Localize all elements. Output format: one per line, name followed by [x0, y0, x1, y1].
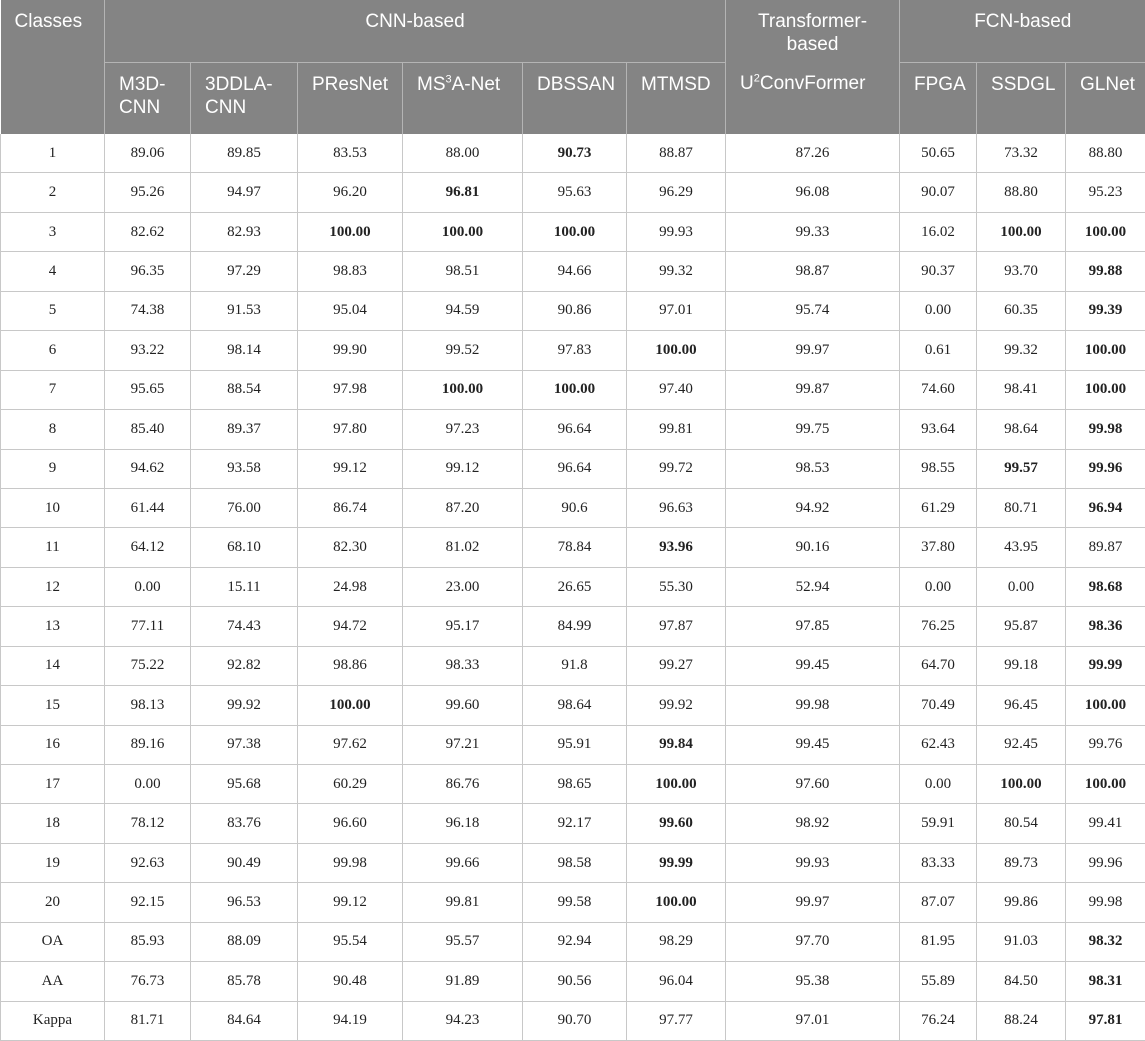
method-header-glnet: GLNet — [1066, 62, 1145, 134]
table-cell: 84.64 — [191, 1001, 298, 1040]
table-cell: 100.00 — [523, 370, 627, 409]
table-cell: 83.33 — [900, 843, 977, 882]
table-cell: 76.73 — [105, 962, 191, 1001]
table-cell: 61.29 — [900, 488, 977, 527]
table-cell: 99.12 — [298, 449, 403, 488]
table-cell: 99.90 — [298, 331, 403, 370]
table-cell: 98.33 — [403, 646, 523, 685]
table-cell: 96.04 — [627, 962, 726, 1001]
table-cell: 23.00 — [403, 567, 523, 606]
table-cell: 98.41 — [977, 370, 1066, 409]
row-label: Kappa — [1, 1001, 105, 1040]
table-cell: 93.64 — [900, 410, 977, 449]
table-cell: 99.32 — [977, 331, 1066, 370]
row-label: 16 — [1, 725, 105, 764]
table-cell: 92.45 — [977, 725, 1066, 764]
table-cell: 70.49 — [900, 686, 977, 725]
table-cell: 99.98 — [1066, 410, 1145, 449]
table-cell: 99.76 — [1066, 725, 1145, 764]
row-label: 20 — [1, 883, 105, 922]
table-cell: 96.94 — [1066, 488, 1145, 527]
table-cell: 97.01 — [726, 1001, 900, 1040]
table-cell: 60.29 — [298, 765, 403, 804]
table-cell: 92.15 — [105, 883, 191, 922]
table-cell: 98.53 — [726, 449, 900, 488]
table-cell: 89.73 — [977, 843, 1066, 882]
row-label: 4 — [1, 252, 105, 291]
method-header-mtmsd: MTMSD — [627, 62, 726, 134]
table-cell: 100.00 — [403, 370, 523, 409]
table-cell: 68.10 — [191, 528, 298, 567]
table-cell: 98.32 — [1066, 922, 1145, 961]
table-cell: 95.57 — [403, 922, 523, 961]
table-cell: 83.53 — [298, 134, 403, 173]
row-label: 10 — [1, 488, 105, 527]
table-cell: 99.45 — [726, 646, 900, 685]
table-cell: 0.00 — [977, 567, 1066, 606]
table-cell: 92.63 — [105, 843, 191, 882]
ms3a-prefix: MS — [417, 74, 446, 95]
table-cell: 95.87 — [977, 607, 1066, 646]
table-cell: 97.80 — [298, 410, 403, 449]
table-cell: 99.86 — [977, 883, 1066, 922]
table-cell: 96.18 — [403, 804, 523, 843]
table-cell: 95.68 — [191, 765, 298, 804]
table-cell: 99.45 — [726, 725, 900, 764]
table-cell: 99.99 — [1066, 646, 1145, 685]
classes-header: Classes — [1, 0, 105, 134]
table-cell: 98.92 — [726, 804, 900, 843]
table-row — [1, 962, 1145, 1001]
table-cell: 85.78 — [191, 962, 298, 1001]
table-cell: 94.97 — [191, 173, 298, 212]
table-cell: 55.89 — [900, 962, 977, 1001]
table-cell: 85.40 — [105, 410, 191, 449]
table-cell: 81.95 — [900, 922, 977, 961]
table-cell: 99.32 — [627, 252, 726, 291]
table-cell: 76.24 — [900, 1001, 977, 1040]
row-label: 1 — [1, 134, 105, 173]
row-label: 19 — [1, 843, 105, 882]
table-cell: 93.58 — [191, 449, 298, 488]
table-cell: 90.48 — [298, 962, 403, 1001]
method-header-ms3a-net — [403, 62, 523, 134]
table-cell: 98.36 — [1066, 607, 1145, 646]
table-cell: 100.00 — [523, 212, 627, 251]
table-cell: 98.87 — [726, 252, 900, 291]
table-row — [1, 765, 1145, 804]
table-cell: 99.97 — [726, 331, 900, 370]
table-row — [1, 922, 1145, 961]
table-cell: 96.64 — [523, 449, 627, 488]
table-cell: 98.86 — [298, 646, 403, 685]
table-cell: 96.53 — [191, 883, 298, 922]
table-cell: 99.66 — [403, 843, 523, 882]
row-label: 2 — [1, 173, 105, 212]
row-label: 6 — [1, 331, 105, 370]
table-row — [1, 725, 1145, 764]
table-cell: 61.44 — [105, 488, 191, 527]
transformer-group-header: Transformer-based — [726, 0, 900, 62]
u2-superscript: 2 — [754, 73, 760, 85]
table-row — [1, 331, 1145, 370]
table-cell: 78.12 — [105, 804, 191, 843]
table-cell: 99.27 — [627, 646, 726, 685]
table-cell: 59.91 — [900, 804, 977, 843]
table-cell: 99.72 — [627, 449, 726, 488]
table-cell: 99.99 — [627, 843, 726, 882]
table-cell: 97.60 — [726, 765, 900, 804]
table-cell: 99.87 — [726, 370, 900, 409]
table-cell: 94.66 — [523, 252, 627, 291]
row-label: 17 — [1, 765, 105, 804]
table-cell: 0.00 — [900, 765, 977, 804]
table-cell: 86.74 — [298, 488, 403, 527]
row-label: 18 — [1, 804, 105, 843]
table-cell: 95.54 — [298, 922, 403, 961]
table-cell: 88.24 — [977, 1001, 1066, 1040]
u2-suffix: ConvFormer — [760, 73, 866, 94]
table-cell: 98.83 — [298, 252, 403, 291]
table-cell: 0.00 — [900, 291, 977, 330]
table-cell: 84.50 — [977, 962, 1066, 1001]
table-cell: 100.00 — [403, 212, 523, 251]
table-cell: 16.02 — [900, 212, 977, 251]
table-cell: 90.70 — [523, 1001, 627, 1040]
table-cell: 95.04 — [298, 291, 403, 330]
table-cell: 99.96 — [1066, 449, 1145, 488]
table-cell: 96.08 — [726, 173, 900, 212]
method-header-u2convformer — [726, 62, 900, 134]
table-cell: 83.76 — [191, 804, 298, 843]
table-cell: 88.54 — [191, 370, 298, 409]
table-cell: 97.98 — [298, 370, 403, 409]
table-cell: 91.89 — [403, 962, 523, 1001]
table-cell: 95.23 — [1066, 173, 1145, 212]
table-cell: 90.6 — [523, 488, 627, 527]
table-cell: 89.06 — [105, 134, 191, 173]
table-cell: 76.25 — [900, 607, 977, 646]
table-cell: 99.52 — [403, 331, 523, 370]
table-cell: 99.98 — [726, 686, 900, 725]
table-cell: 92.17 — [523, 804, 627, 843]
table-cell: 95.63 — [523, 173, 627, 212]
table-cell: 99.60 — [403, 686, 523, 725]
table-cell: 99.84 — [627, 725, 726, 764]
table-cell: 89.37 — [191, 410, 298, 449]
table-cell: 90.49 — [191, 843, 298, 882]
table-cell: 88.87 — [627, 134, 726, 173]
table-cell: 100.00 — [627, 883, 726, 922]
table-cell: 98.14 — [191, 331, 298, 370]
method-header-dbssan: DBSSAN — [523, 62, 627, 134]
table-cell: 96.81 — [403, 173, 523, 212]
table-cell: 99.18 — [977, 646, 1066, 685]
table-cell: 0.00 — [105, 765, 191, 804]
table-cell: 74.60 — [900, 370, 977, 409]
table-cell: 97.40 — [627, 370, 726, 409]
table-row — [1, 567, 1145, 606]
table-cell: 90.07 — [900, 173, 977, 212]
table-cell: 90.56 — [523, 962, 627, 1001]
table-cell: 52.94 — [726, 567, 900, 606]
method-header-ssdgl: SSDGL — [977, 62, 1066, 134]
table-cell: 99.92 — [627, 686, 726, 725]
table-cell: 97.38 — [191, 725, 298, 764]
table-cell: 0.61 — [900, 331, 977, 370]
table-cell: 87.26 — [726, 134, 900, 173]
fcn-group-header: FCN-based — [900, 0, 1145, 62]
table-cell: 100.00 — [1066, 370, 1145, 409]
table-cell: 96.64 — [523, 410, 627, 449]
table-cell: 94.59 — [403, 291, 523, 330]
table-header — [1, 0, 1145, 134]
table-cell: 99.98 — [298, 843, 403, 882]
table-cell: 0.00 — [900, 567, 977, 606]
table-cell: 100.00 — [1066, 212, 1145, 251]
table-cell: 74.43 — [191, 607, 298, 646]
table-cell: 100.00 — [1066, 331, 1145, 370]
table-cell: 100.00 — [627, 765, 726, 804]
table-cell: 96.60 — [298, 804, 403, 843]
method-header-3ddla-cnn: 3DDLA-CNN — [191, 62, 298, 134]
row-label: 13 — [1, 607, 105, 646]
table-cell: 97.77 — [627, 1001, 726, 1040]
table-cell: 74.38 — [105, 291, 191, 330]
table-cell: 91.8 — [523, 646, 627, 685]
table-cell: 100.00 — [977, 765, 1066, 804]
table-cell: 90.73 — [523, 134, 627, 173]
table-cell: 97.62 — [298, 725, 403, 764]
table-cell: 99.12 — [298, 883, 403, 922]
table-cell: 91.03 — [977, 922, 1066, 961]
table-cell: 77.11 — [105, 607, 191, 646]
table-cell: 99.81 — [627, 410, 726, 449]
table-cell: 99.39 — [1066, 291, 1145, 330]
table-cell: 0.00 — [105, 567, 191, 606]
table-cell: 86.76 — [403, 765, 523, 804]
ms3a-superscript: 3 — [446, 73, 452, 85]
method-header-m3dcnn: M3D-CNN — [105, 62, 191, 134]
table-row — [1, 528, 1145, 567]
table-cell: 80.54 — [977, 804, 1066, 843]
row-label: 12 — [1, 567, 105, 606]
table-cell: 73.32 — [977, 134, 1066, 173]
table-cell: 75.22 — [105, 646, 191, 685]
table-row — [1, 804, 1145, 843]
table-cell: 99.60 — [627, 804, 726, 843]
table-row — [1, 212, 1145, 251]
table-cell: 93.22 — [105, 331, 191, 370]
table-cell: 37.80 — [900, 528, 977, 567]
table-cell: 95.65 — [105, 370, 191, 409]
table-cell: 96.29 — [627, 173, 726, 212]
row-label: 3 — [1, 212, 105, 251]
table-cell: 93.70 — [977, 252, 1066, 291]
table-cell: 82.93 — [191, 212, 298, 251]
table-cell: 96.20 — [298, 173, 403, 212]
table-row — [1, 291, 1145, 330]
table-cell: 99.12 — [403, 449, 523, 488]
table-cell: 95.74 — [726, 291, 900, 330]
table-cell: 89.16 — [105, 725, 191, 764]
table-cell: 97.87 — [627, 607, 726, 646]
row-label: 5 — [1, 291, 105, 330]
table-cell: 88.80 — [1066, 134, 1145, 173]
table-cell: 81.71 — [105, 1001, 191, 1040]
table-cell: 99.41 — [1066, 804, 1145, 843]
table-cell: 98.68 — [1066, 567, 1145, 606]
table-cell: 94.92 — [726, 488, 900, 527]
table-cell: 15.11 — [191, 567, 298, 606]
row-label: 9 — [1, 449, 105, 488]
table-cell: 100.00 — [298, 212, 403, 251]
table-row — [1, 449, 1145, 488]
table-cell: 99.98 — [1066, 883, 1145, 922]
table-cell: 88.80 — [977, 173, 1066, 212]
table-row — [1, 646, 1145, 685]
table-cell: 76.00 — [191, 488, 298, 527]
table-cell: 94.62 — [105, 449, 191, 488]
table-cell: 82.62 — [105, 212, 191, 251]
table-cell: 90.16 — [726, 528, 900, 567]
table-cell: 64.12 — [105, 528, 191, 567]
method-header-fpga: FPGA — [900, 62, 977, 134]
table-cell: 93.96 — [627, 528, 726, 567]
table-cell: 98.29 — [627, 922, 726, 961]
table-cell: 99.58 — [523, 883, 627, 922]
table-cell: 100.00 — [1066, 765, 1145, 804]
table-cell: 90.86 — [523, 291, 627, 330]
table-row — [1, 134, 1145, 173]
table-cell: 98.65 — [523, 765, 627, 804]
row-label: 11 — [1, 528, 105, 567]
table-row — [1, 370, 1145, 409]
table-cell: 99.75 — [726, 410, 900, 449]
table-cell: 95.17 — [403, 607, 523, 646]
table-cell: 90.37 — [900, 252, 977, 291]
table-cell: 78.84 — [523, 528, 627, 567]
table-cell: 94.19 — [298, 1001, 403, 1040]
table-cell: 97.29 — [191, 252, 298, 291]
table-cell: 64.70 — [900, 646, 977, 685]
table-cell: 97.23 — [403, 410, 523, 449]
table-row — [1, 607, 1145, 646]
table-cell: 43.95 — [977, 528, 1066, 567]
table-cell: 97.83 — [523, 331, 627, 370]
table-cell: 98.13 — [105, 686, 191, 725]
table-cell: 99.93 — [726, 843, 900, 882]
table-cell: 100.00 — [627, 331, 726, 370]
table-cell: 100.00 — [1066, 686, 1145, 725]
row-label: OA — [1, 922, 105, 961]
row-label: 14 — [1, 646, 105, 685]
row-label: AA — [1, 962, 105, 1001]
table-cell: 99.97 — [726, 883, 900, 922]
ms3a-suffix: A-Net — [452, 74, 501, 95]
table-cell: 88.00 — [403, 134, 523, 173]
table-cell: 98.51 — [403, 252, 523, 291]
table-cell: 26.65 — [523, 567, 627, 606]
table-cell: 100.00 — [977, 212, 1066, 251]
table-row — [1, 410, 1145, 449]
table-cell: 98.64 — [523, 686, 627, 725]
table-cell: 99.88 — [1066, 252, 1145, 291]
table-cell: 99.96 — [1066, 843, 1145, 882]
cnn-group-header: CNN-based — [105, 0, 726, 62]
table-cell: 98.55 — [900, 449, 977, 488]
table-cell: 92.82 — [191, 646, 298, 685]
table-cell: 81.02 — [403, 528, 523, 567]
table-cell: 97.85 — [726, 607, 900, 646]
table-row — [1, 843, 1145, 882]
table-row — [1, 686, 1145, 725]
table-cell: 100.00 — [298, 686, 403, 725]
table-cell: 99.81 — [403, 883, 523, 922]
table-cell: 99.33 — [726, 212, 900, 251]
table-cell: 98.64 — [977, 410, 1066, 449]
table-row — [1, 1001, 1145, 1040]
table-cell: 94.23 — [403, 1001, 523, 1040]
table-cell: 94.72 — [298, 607, 403, 646]
table-cell: 97.01 — [627, 291, 726, 330]
table-cell: 55.30 — [627, 567, 726, 606]
table-cell: 96.63 — [627, 488, 726, 527]
row-label: 15 — [1, 686, 105, 725]
table-cell: 50.65 — [900, 134, 977, 173]
table-cell: 99.92 — [191, 686, 298, 725]
table-cell: 96.35 — [105, 252, 191, 291]
table-cell: 92.94 — [523, 922, 627, 961]
table-cell: 95.26 — [105, 173, 191, 212]
row-label: 7 — [1, 370, 105, 409]
table-cell: 80.71 — [977, 488, 1066, 527]
u2-prefix: U — [740, 73, 754, 94]
table-row — [1, 883, 1145, 922]
table-cell: 24.98 — [298, 567, 403, 606]
row-label: 8 — [1, 410, 105, 449]
table-cell: 89.87 — [1066, 528, 1145, 567]
table-cell: 95.91 — [523, 725, 627, 764]
table-cell: 97.21 — [403, 725, 523, 764]
table-cell: 87.07 — [900, 883, 977, 922]
table-cell: 62.43 — [900, 725, 977, 764]
table-body — [1, 134, 1145, 1041]
table-cell: 97.81 — [1066, 1001, 1145, 1040]
table-cell: 87.20 — [403, 488, 523, 527]
method-header-presnet: PResNet — [298, 62, 403, 134]
table-cell: 99.57 — [977, 449, 1066, 488]
table-cell: 89.85 — [191, 134, 298, 173]
table-cell: 88.09 — [191, 922, 298, 961]
table-row — [1, 252, 1145, 291]
table-row — [1, 488, 1145, 527]
table-cell: 60.35 — [977, 291, 1066, 330]
table-cell: 96.45 — [977, 686, 1066, 725]
table-cell: 98.58 — [523, 843, 627, 882]
table-cell: 95.38 — [726, 962, 900, 1001]
table-cell: 91.53 — [191, 291, 298, 330]
table-cell: 84.99 — [523, 607, 627, 646]
table-cell: 85.93 — [105, 922, 191, 961]
table-cell: 82.30 — [298, 528, 403, 567]
table-cell: 97.70 — [726, 922, 900, 961]
table-row — [1, 173, 1145, 212]
table-cell: 98.31 — [1066, 962, 1145, 1001]
table-cell: 99.93 — [627, 212, 726, 251]
